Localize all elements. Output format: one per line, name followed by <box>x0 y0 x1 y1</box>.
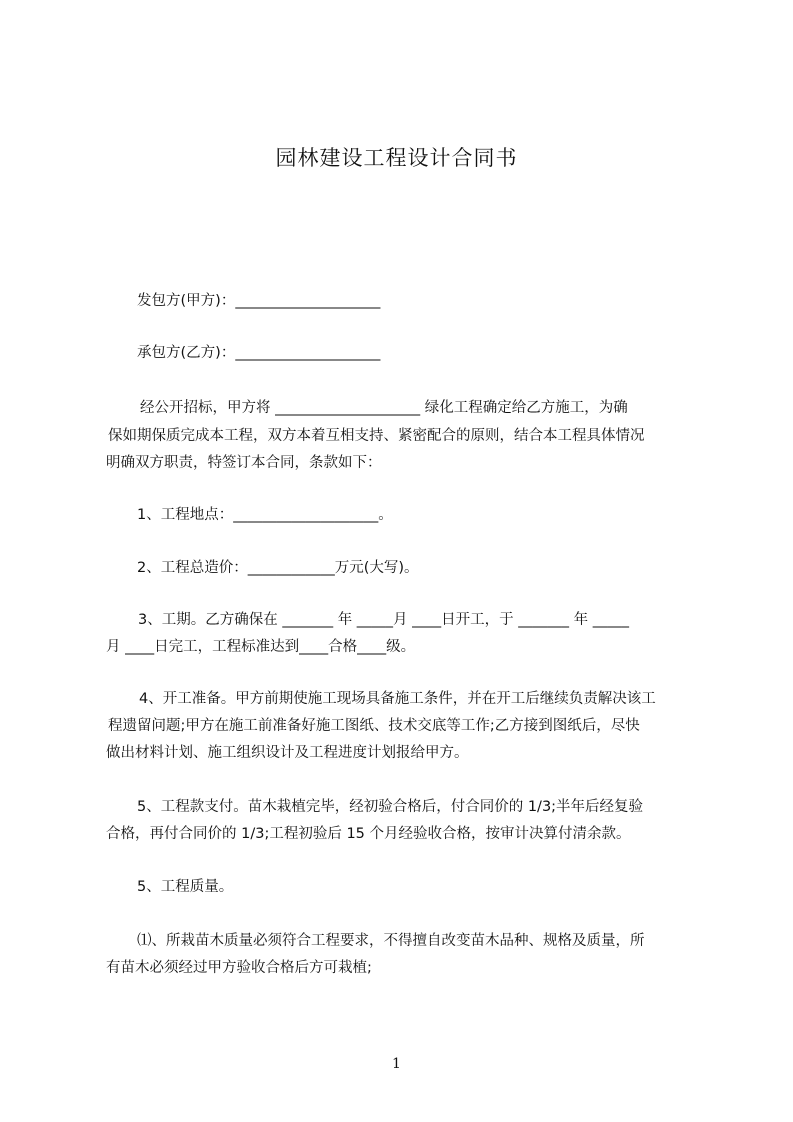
quality-item-1-line-1: ⑴、所栽苗木质量必须符合工程要求，不得擅自改变苗木品种、规格及质量，所 <box>137 933 645 949</box>
clause-4-line-1: 4、开工准备。甲方前期使施工现场具备施工条件，并在开工后继续负责解决该工 <box>139 691 656 707</box>
clause-3-line-1: 3、工期。乙方确保在 _______ 年 _____月 ____日开工，于 _______ 年 _____ <box>138 612 629 628</box>
intro-line-1: 经公开招标，甲方将 ____________________ 绿化工程确定给乙方施工，为确 <box>140 400 628 416</box>
clause-5-payment-line-1: 5、工程款支付。苗木栽植完毕，经初验合格后，付合同价的 1/3;半年后经复验 <box>137 799 644 815</box>
document-title: 园林建设工程设计合同书 <box>275 146 518 170</box>
clause-3-line-2: 月 ____日完工，工程标准达到____合格____级。 <box>106 639 416 655</box>
quality-item-1-line-2: 有苗木必须经过甲方验收合格后方可栽植; <box>106 960 372 976</box>
party-a-line: 发包方(甲方)：____________________ <box>137 293 381 309</box>
intro-line-3: 明确双方职责，特签订本合同，条款如下： <box>106 455 382 471</box>
clause-5-quality: 5、工程质量。 <box>137 879 234 895</box>
party-b-line: 承包方(乙方)：____________________ <box>137 345 381 361</box>
page-number: 1 <box>392 1056 401 1072</box>
clause-2-cost: 2、工程总造价：____________万元(大写)。 <box>137 560 419 576</box>
clause-1-location: 1、工程地点：____________________。 <box>137 507 393 523</box>
clause-4-line-2: 程遗留问题;甲方在施工前准备好施工图纸、技术交底等工作;乙方接到图纸后，尽快 <box>108 718 640 734</box>
clause-4-line-3: 做出材料计划、施工组织设计及工程进度计划报给甲方。 <box>106 745 469 761</box>
intro-line-2: 保如期保质完成本工程，双方本着互相支持、紧密配合的原则，结合本工程具体情况 <box>108 428 645 444</box>
clause-5-payment-line-2: 合格，再付合同价的 1/3;工程初验后 15 个月经验收合格，按审计决算付清余款。 <box>106 826 631 842</box>
